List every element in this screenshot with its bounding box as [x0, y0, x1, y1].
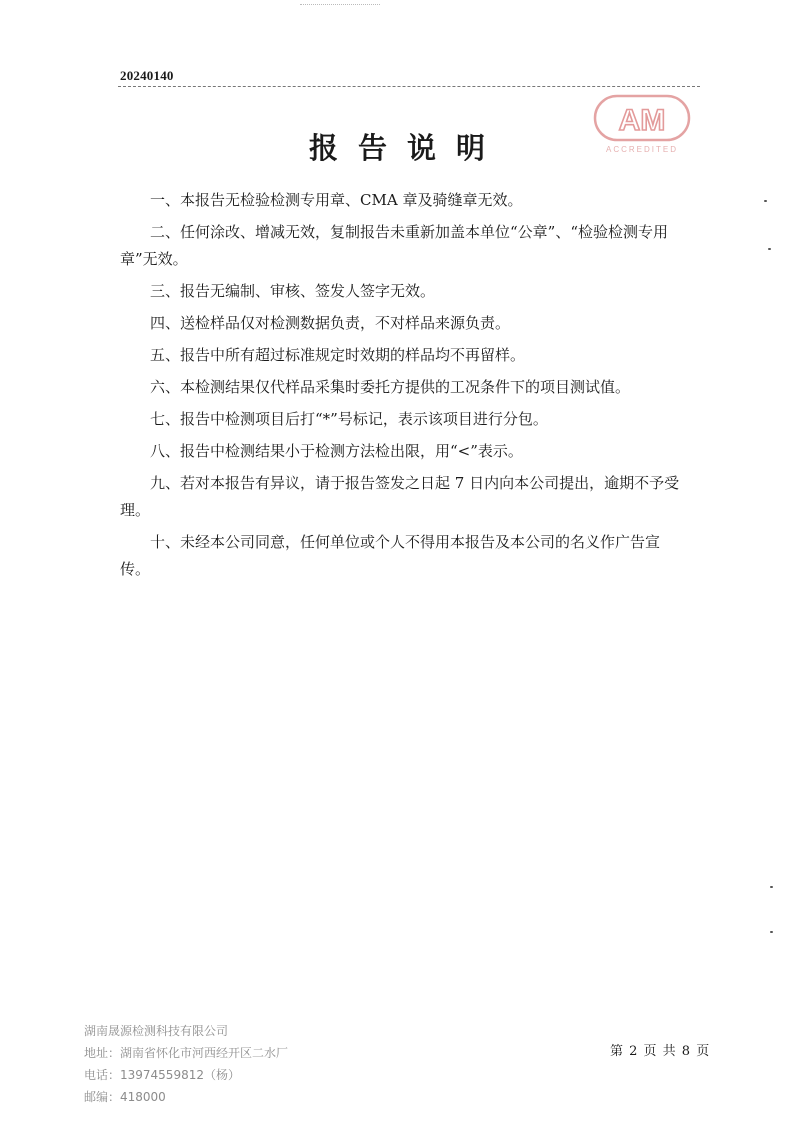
note-item: 三、报告无编制、审核、签发人签字无效。 [150, 281, 436, 300]
note-item: 八、报告中检测结果小于检测方法检出限，用“<”表示。 [150, 442, 523, 461]
scan-mark [300, 4, 380, 5]
note-item: 五、报告中所有超过标准规定时效期的样品均不再留样。 [150, 345, 526, 364]
note-item: 六、本检测结果仅代样品采集时委托方提供的工况条件下的项目测试值。 [150, 378, 631, 397]
page-title: 报告说明 [308, 131, 505, 165]
company-footer [84, 1020, 288, 1108]
scan-speck [764, 200, 767, 202]
company-postcode: 邮编：418000 [84, 1090, 166, 1104]
scan-speck [770, 931, 773, 933]
note-item: 九、若对本报告有异议，请于报告签发之日起 7 日内向本公司提出，逾期不予受理。 [120, 474, 680, 519]
header-divider [118, 86, 700, 87]
note-item: 二、任何涂改、增减无效，复制报告未重新加盖本单位“公章”、“检验检测专用章”无效。 [120, 223, 669, 268]
report-number: 20240140 [120, 68, 174, 83]
note-item: 一、本报告无检验检测专用章、CMA 章及骑缝章无效。 [150, 191, 523, 209]
notes-list [120, 187, 688, 588]
stamp-logo-text: AM [618, 104, 666, 137]
stamp-subtext: ACCREDITED [605, 145, 679, 154]
note-item: 十、未经本公司同意，任何单位或个人不得用本报告及本公司的名义作广告宣传。 [120, 533, 661, 578]
scan-speck [768, 248, 771, 250]
note-item: 七、报告中检测项目后打“*”号标记，表示该项目进行分包。 [150, 410, 548, 429]
note-item: 四、送检样品仅对检测数据负责，不对样品来源负责。 [150, 313, 511, 332]
company-phone: 电话：13974559812（杨） [84, 1068, 240, 1082]
scan-speck [770, 886, 773, 888]
company-address: 地址：湖南省怀化市河西经开区二水厂 [84, 1046, 289, 1060]
page-number: 第 2 页 共 8 页 [610, 1044, 711, 1059]
company-name: 湖南晟源检测科技有限公司 [84, 1024, 229, 1038]
